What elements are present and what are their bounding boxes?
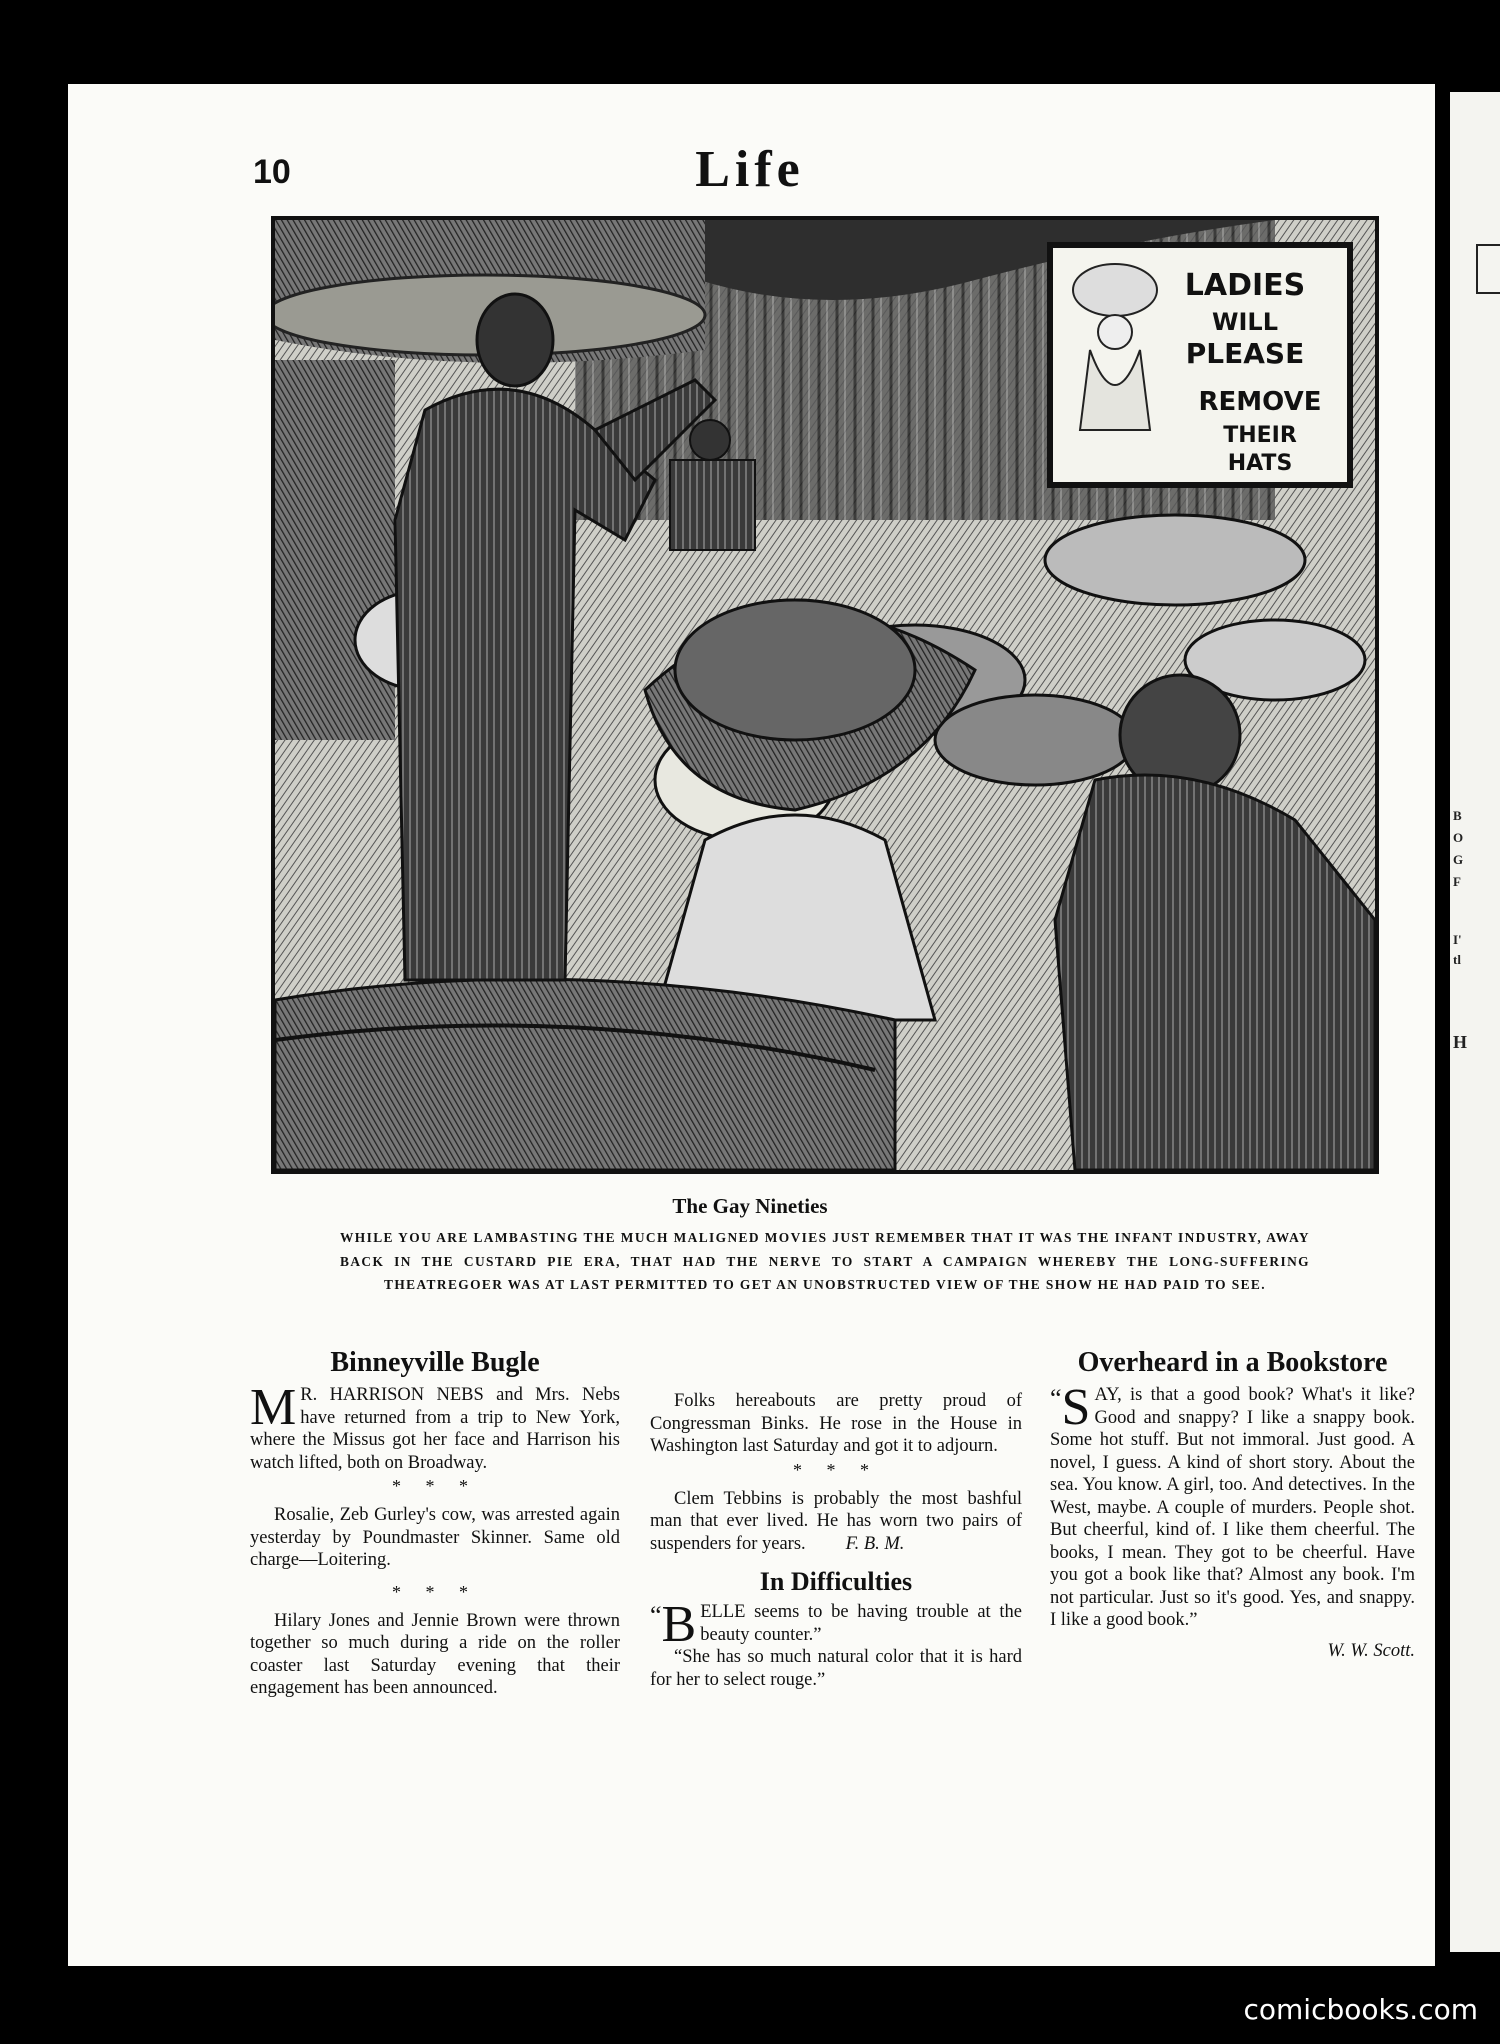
column-heading: Overheard in a Bookstore: [1077, 1347, 1388, 1378]
column-heading: In Difficulties: [759, 1567, 913, 1596]
column-heading: Binneyville Bugle: [330, 1347, 540, 1378]
difficulties-paragraph: “She has so much natural color that it is hard for her to select rouge.”: [650, 1647, 1022, 1690]
sign-line: LADIES: [1184, 268, 1306, 303]
bugle-item-text: Clem Tebbins is probably the most bashful man that ever lived. He has worn two pairs of suspenders for years.: [650, 1488, 1022, 1554]
facing-page-box: [1476, 244, 1500, 294]
item-separator: * * *: [793, 1459, 879, 1480]
open-quote: “: [1050, 1384, 1062, 1413]
sign-line: WILL: [1212, 308, 1278, 336]
bugle-item: [250, 1379, 620, 1474]
facing-page-letter: H: [1453, 1032, 1468, 1052]
author-signature: F. B. M.: [845, 1533, 905, 1554]
drop-cap: B: [661, 1596, 697, 1653]
middle-column: [650, 1390, 1022, 1691]
bookstore-column: [1050, 1346, 1415, 1662]
page-number: 10: [253, 153, 291, 191]
bugle-item: [650, 1488, 1022, 1556]
facing-page-letter: tl: [1453, 952, 1461, 967]
facing-page-letter: I': [1453, 932, 1462, 947]
bugle-item: Rosalie, Zeb Gurley's cow, was arrested again yesterday by Poundmaster Skinner. Same old charge—Loitering.: [250, 1505, 620, 1570]
magazine-masthead: Life: [695, 141, 805, 198]
facing-page-letter: G: [1453, 852, 1464, 867]
site-watermark: comicbooks.com: [1243, 1993, 1478, 2026]
item-separator: * * *: [392, 1581, 478, 1602]
facing-page-letter: B: [1453, 808, 1462, 823]
bookstore-text: AY, is that a good book? What's it like? Good and snappy? I like a snappy book. Some hot stuff. But not immoral. Just good. A novel, I guess. A kind of short story. About the sea. You know. A girl, too. And detectives. In the West, maybe. A couple of murders. People shot. But cheerful, kind of. I like them cheerful. The books, I mean. They got to be cheerful. Have you got a book like that? Almost any book. I'm not particular. Just so it's good. Yes, and snappy. I like a good book.”: [1050, 1385, 1415, 1630]
bugle-item: Hilary Jones and Jennie Brown were thrown together so much during a ride on the roller coaster last Saturday evening that their engagement has been announced.: [250, 1610, 620, 1698]
sign-line: HATS: [1227, 451, 1293, 476]
drop-cap: M: [250, 1379, 297, 1436]
drop-cap: S: [1061, 1379, 1091, 1436]
facing-page-edge: [1450, 92, 1500, 1952]
binneyville-bugle-column: [250, 1346, 620, 1700]
caption-title: The Gay Nineties: [672, 1194, 828, 1218]
bugle-item-text: R. HARRISON NEBS and Mrs. Nebs have returned from a trip to New York, where the Missus got her face and Harrison his watch lifted, both on Broadway.: [250, 1385, 620, 1473]
cartoon-illustration: [271, 216, 1379, 1174]
facing-page-letter: O: [1453, 830, 1464, 845]
item-separator: * * *: [392, 1476, 478, 1496]
sign-line: THEIR: [1223, 423, 1297, 448]
difficulties-text: ELLE seems to be having trouble at the beauty counter.”: [700, 1602, 1022, 1645]
bugle-item: Folks hereabouts are pretty proud of Congressman Binks. He rose in the House in Washington last Saturday and got it to adjourn.: [650, 1391, 1022, 1456]
sign-line: PLEASE: [1185, 337, 1305, 370]
sign-line: REMOVE: [1198, 387, 1322, 417]
open-quote: “: [650, 1601, 662, 1630]
difficulties-paragraph: [650, 1596, 1022, 1653]
caption-text: WHILE YOU ARE LAMBASTING THE MUCH MALIGNED MOVIES JUST REMEMBER THAT IT WAS THE INFANT INDUSTRY, AWAY BACK IN THE CUSTARD PIE ERA, THAT HAD THE NERVE TO START A CAMPAIGN WHEREBY THE LONG-SUFFERING THEATREGOER WAS AT LAST PERMITTED TO GET AN UNOBSTRUCTED VIEW OF THE SHOW HE HAD PAID TO SEE.: [340, 1230, 1310, 1292]
facing-page-letter: F: [1453, 874, 1461, 889]
author-signature: W. W. Scott.: [1327, 1640, 1415, 1661]
bookstore-paragraph: [1050, 1379, 1415, 1632]
theatre-scene-drawing: [275, 220, 1375, 1170]
